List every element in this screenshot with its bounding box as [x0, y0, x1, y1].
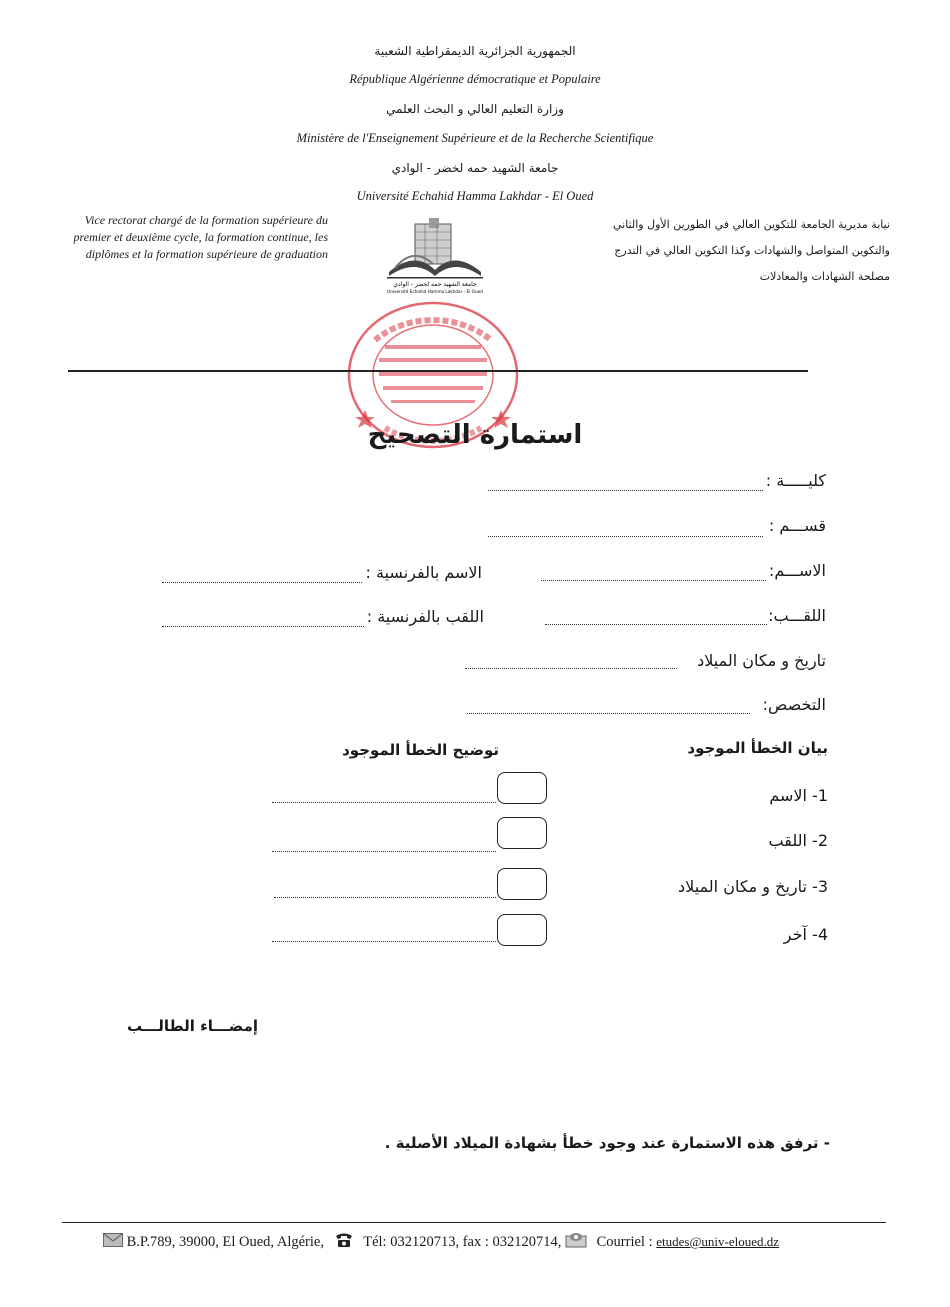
- last-name-label: اللقـــب:: [768, 606, 826, 625]
- footer-courriel-label: Courriel :: [596, 1233, 653, 1250]
- vice-rectorat-fr: Vice rectorat chargé de la formation supérieure du premier et deuxième cycle, la formation continue, les diplômes et la formation supérieure de graduation: [73, 213, 328, 261]
- vice-rectorat-ar-line3: مصلحة الشهادات والمعادلات: [759, 270, 890, 283]
- email-icon: [565, 1232, 587, 1253]
- vice-rectorat-ar: [600, 212, 890, 290]
- error-item-birth: 3- تاريخ و مكان الميلاد: [678, 877, 828, 896]
- header-university-fr: Université Echahid Hamma Lakhdar - El Oued: [356, 189, 594, 203]
- header-divider: [68, 370, 808, 372]
- attachment-note: - ترفق هذه الاستمارة عند وجود خطأ بشهادة الميلاد الأصلية .: [384, 1134, 830, 1152]
- phone-icon: [334, 1232, 354, 1253]
- department-label: قســـم :: [768, 516, 826, 535]
- first-name-label: الاســـم:: [768, 561, 826, 580]
- footer-phone: Tél: 032120713, fax : 032120714,: [363, 1233, 562, 1250]
- header-ministry-fr: Ministère de l'Enseignement Supérieure et de la Recherche Scientifique: [296, 131, 654, 145]
- error-detail-last-name-input[interactable]: [272, 851, 496, 852]
- footer-divider: [62, 1222, 886, 1223]
- error-item-name: 1- الاسم: [769, 786, 828, 805]
- logo-caption-fr: Université Echahid Hamma Lakhdar - El Oued: [387, 289, 483, 294]
- faculty-label: كليـــــة :: [765, 471, 826, 490]
- mail-icon: [103, 1233, 123, 1252]
- last-name-fr-label: اللقب بالفرنسية :: [366, 607, 484, 626]
- footer-contact: [103, 1232, 779, 1253]
- logo-caption-ar: جامعة الشهيد حمه لخضر - الوادي: [393, 281, 477, 288]
- error-checkbox-other[interactable]: [497, 914, 547, 946]
- form-title: استمارة التصحيح: [367, 420, 583, 450]
- error-item-other: 4- آخر: [783, 925, 828, 944]
- student-signature-label: إمضـــاء الطالـــب: [126, 1017, 258, 1035]
- error-detail-name-input[interactable]: [272, 802, 496, 803]
- error-detail-birth-input[interactable]: [274, 897, 496, 898]
- vice-rectorat-ar-line1: نيابة مديرية الجامعة للتكوين العالي في الطورين الأول والثاني: [612, 218, 890, 231]
- error-detail-other-input[interactable]: [272, 941, 496, 942]
- birth-label: تاريخ و مكان الميلاد: [697, 651, 826, 670]
- last-name-input[interactable]: [545, 624, 767, 625]
- first-name-fr-label: الاسم بالفرنسية :: [365, 563, 482, 582]
- first-name-fr-input[interactable]: [162, 582, 362, 583]
- error-detail-header: توضيح الخطأ الموجود: [342, 741, 499, 759]
- footer-email-link[interactable]: etudes@univ-eloued.dz: [656, 1233, 780, 1249]
- birth-input[interactable]: [465, 668, 677, 669]
- error-checkbox-birth[interactable]: [497, 868, 547, 900]
- first-name-input[interactable]: [541, 580, 766, 581]
- header-university-ar: جامعة الشهيد حمه لخضر - الوادي: [391, 161, 559, 175]
- faculty-input[interactable]: [488, 490, 763, 491]
- university-logo-icon: [385, 216, 485, 296]
- speciality-input[interactable]: [467, 713, 750, 714]
- vice-rectorat-ar-line2: والتكوين المتواصل والشهادات وكذا التكوين العالي في التدرج: [614, 244, 890, 257]
- last-name-fr-input[interactable]: [162, 626, 364, 627]
- department-input[interactable]: [488, 536, 763, 537]
- speciality-label: التخصص:: [762, 695, 826, 714]
- error-checkbox-name[interactable]: [497, 772, 547, 804]
- footer-address: B.P.789, 39000, El Oued, Algérie,: [126, 1233, 324, 1250]
- error-item-last-name: 2- اللقب: [768, 831, 828, 850]
- error-type-header: بيان الخطأ الموجود: [687, 739, 828, 757]
- header-republic-ar: الجمهورية الجزائرية الديمقراطية الشعبية: [374, 44, 576, 58]
- header-republic-fr: République Algérienne démocratique et Populaire: [349, 72, 601, 86]
- error-checkbox-last-name[interactable]: [497, 817, 547, 849]
- header-ministry-ar: وزارة التعليم العالي و البحث العلمي: [386, 102, 564, 116]
